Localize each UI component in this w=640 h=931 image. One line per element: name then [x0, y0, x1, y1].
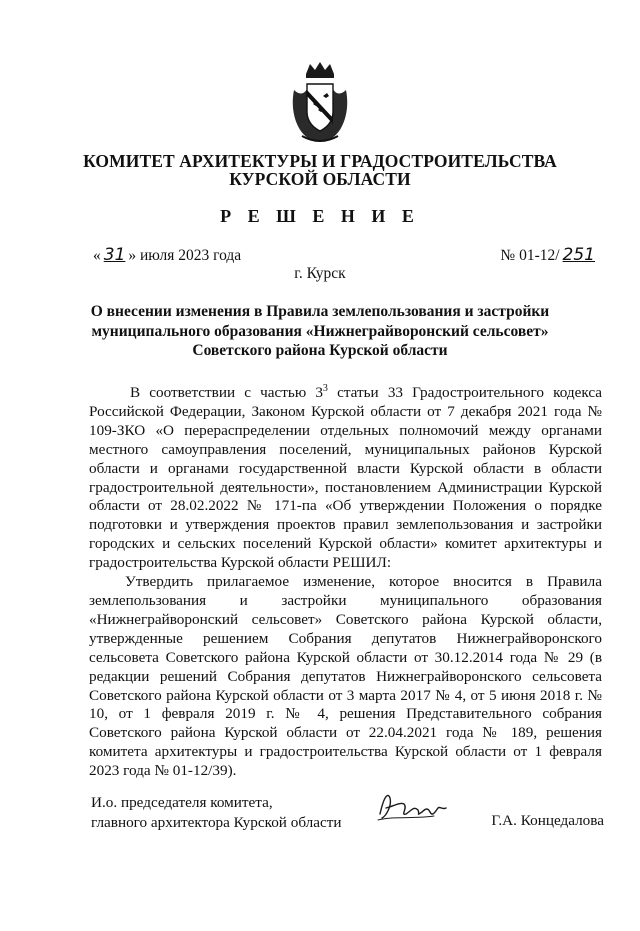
- handwritten-signature-icon: [374, 786, 454, 826]
- body-paragraph-2: Утвердить прилагаемое изменение, которое вносится в Правила землепользования и застройки муниципального образования «Нижнеграйворонский сельсовет» Советского района Курской области, утвержденные решением Собрания депутатов Нижнеграйворонского сельсовета Советского района Курской области от 30.12.2014 года № 29 (в редакции решений Собрания депутатов Нижнеграйворонского сельсовета Советского района Курской области от 3 марта 2017 № 4, от 5 июня 2018 г. № 10, от 1 февраля 2019 г. № 4, решения Представительного собрания Советского района Курской области от 22.04.2021 года № 189, решения комитета архитектуры и градостроительства Курской области от 1 февраля 2023 года № 01-12/39).: [89, 573, 602, 780]
- coat-of-arms-icon: [288, 60, 352, 144]
- signatory-name: Г.А. Концедалова: [491, 812, 604, 829]
- document-date: [93, 245, 241, 265]
- document-subject: [60, 302, 580, 361]
- date-open-quote: «: [93, 247, 101, 264]
- body-paragraph-1: [89, 384, 602, 573]
- date-rest: » июля 2023 года: [128, 247, 242, 264]
- organization-name-line2: КУРСКОЙ ОБЛАСТИ: [229, 169, 411, 189]
- signatory-position: [91, 793, 342, 832]
- date-day-handwritten: 31: [103, 245, 126, 265]
- paragraph1-superscript: 3: [322, 382, 328, 394]
- paragraph1-part-b: статьи 33 Градостроительного кодекса Российской Федерации, Законом Курской области от 7 декабря 2021 года № 109-ЗКО «О перераспределении отдельных полномочий между органами местного самоуправления поселений, муниципальных районов Курской области и органами государственной власти Курской области в области градостроительной деятельности», постановлением Администрации Курской области от 28.02.2022 № 171-па «Об утверждении Положения о порядке подготовки и утверждения проектов правил землепользования и застройки городских и сельских поселений Курской области» комитет архитектуры и градостроительства Курской области РЕШИЛ:: [89, 384, 602, 572]
- paragraph1-part-a: В соответствии с частью 3: [130, 384, 323, 401]
- document-city: г. Курск: [294, 265, 346, 282]
- document-number: [500, 245, 598, 265]
- document-body: [89, 384, 602, 781]
- position-line1: И.о. председателя комитета,: [91, 794, 273, 811]
- subject-line1: О внесении изменения в Правила землепользования и застройки: [90, 303, 550, 320]
- organization-name-line1: КОМИТЕТ АРХИТЕКТУРЫ И ГРАДОСТРОИТЕЛЬСТВА: [83, 151, 557, 171]
- subject-line2: муниципального образования «Нижнеграйворонский сельсовет»: [91, 322, 549, 340]
- number-prefix: № 01-12/: [500, 247, 560, 264]
- subject-line3: Советского района Курской области: [192, 342, 448, 359]
- document-title: Р Е Ш Е Н И Е: [220, 206, 420, 226]
- position-line2: главного архитектора Курской области: [91, 813, 342, 831]
- number-handwritten: 251: [562, 245, 595, 265]
